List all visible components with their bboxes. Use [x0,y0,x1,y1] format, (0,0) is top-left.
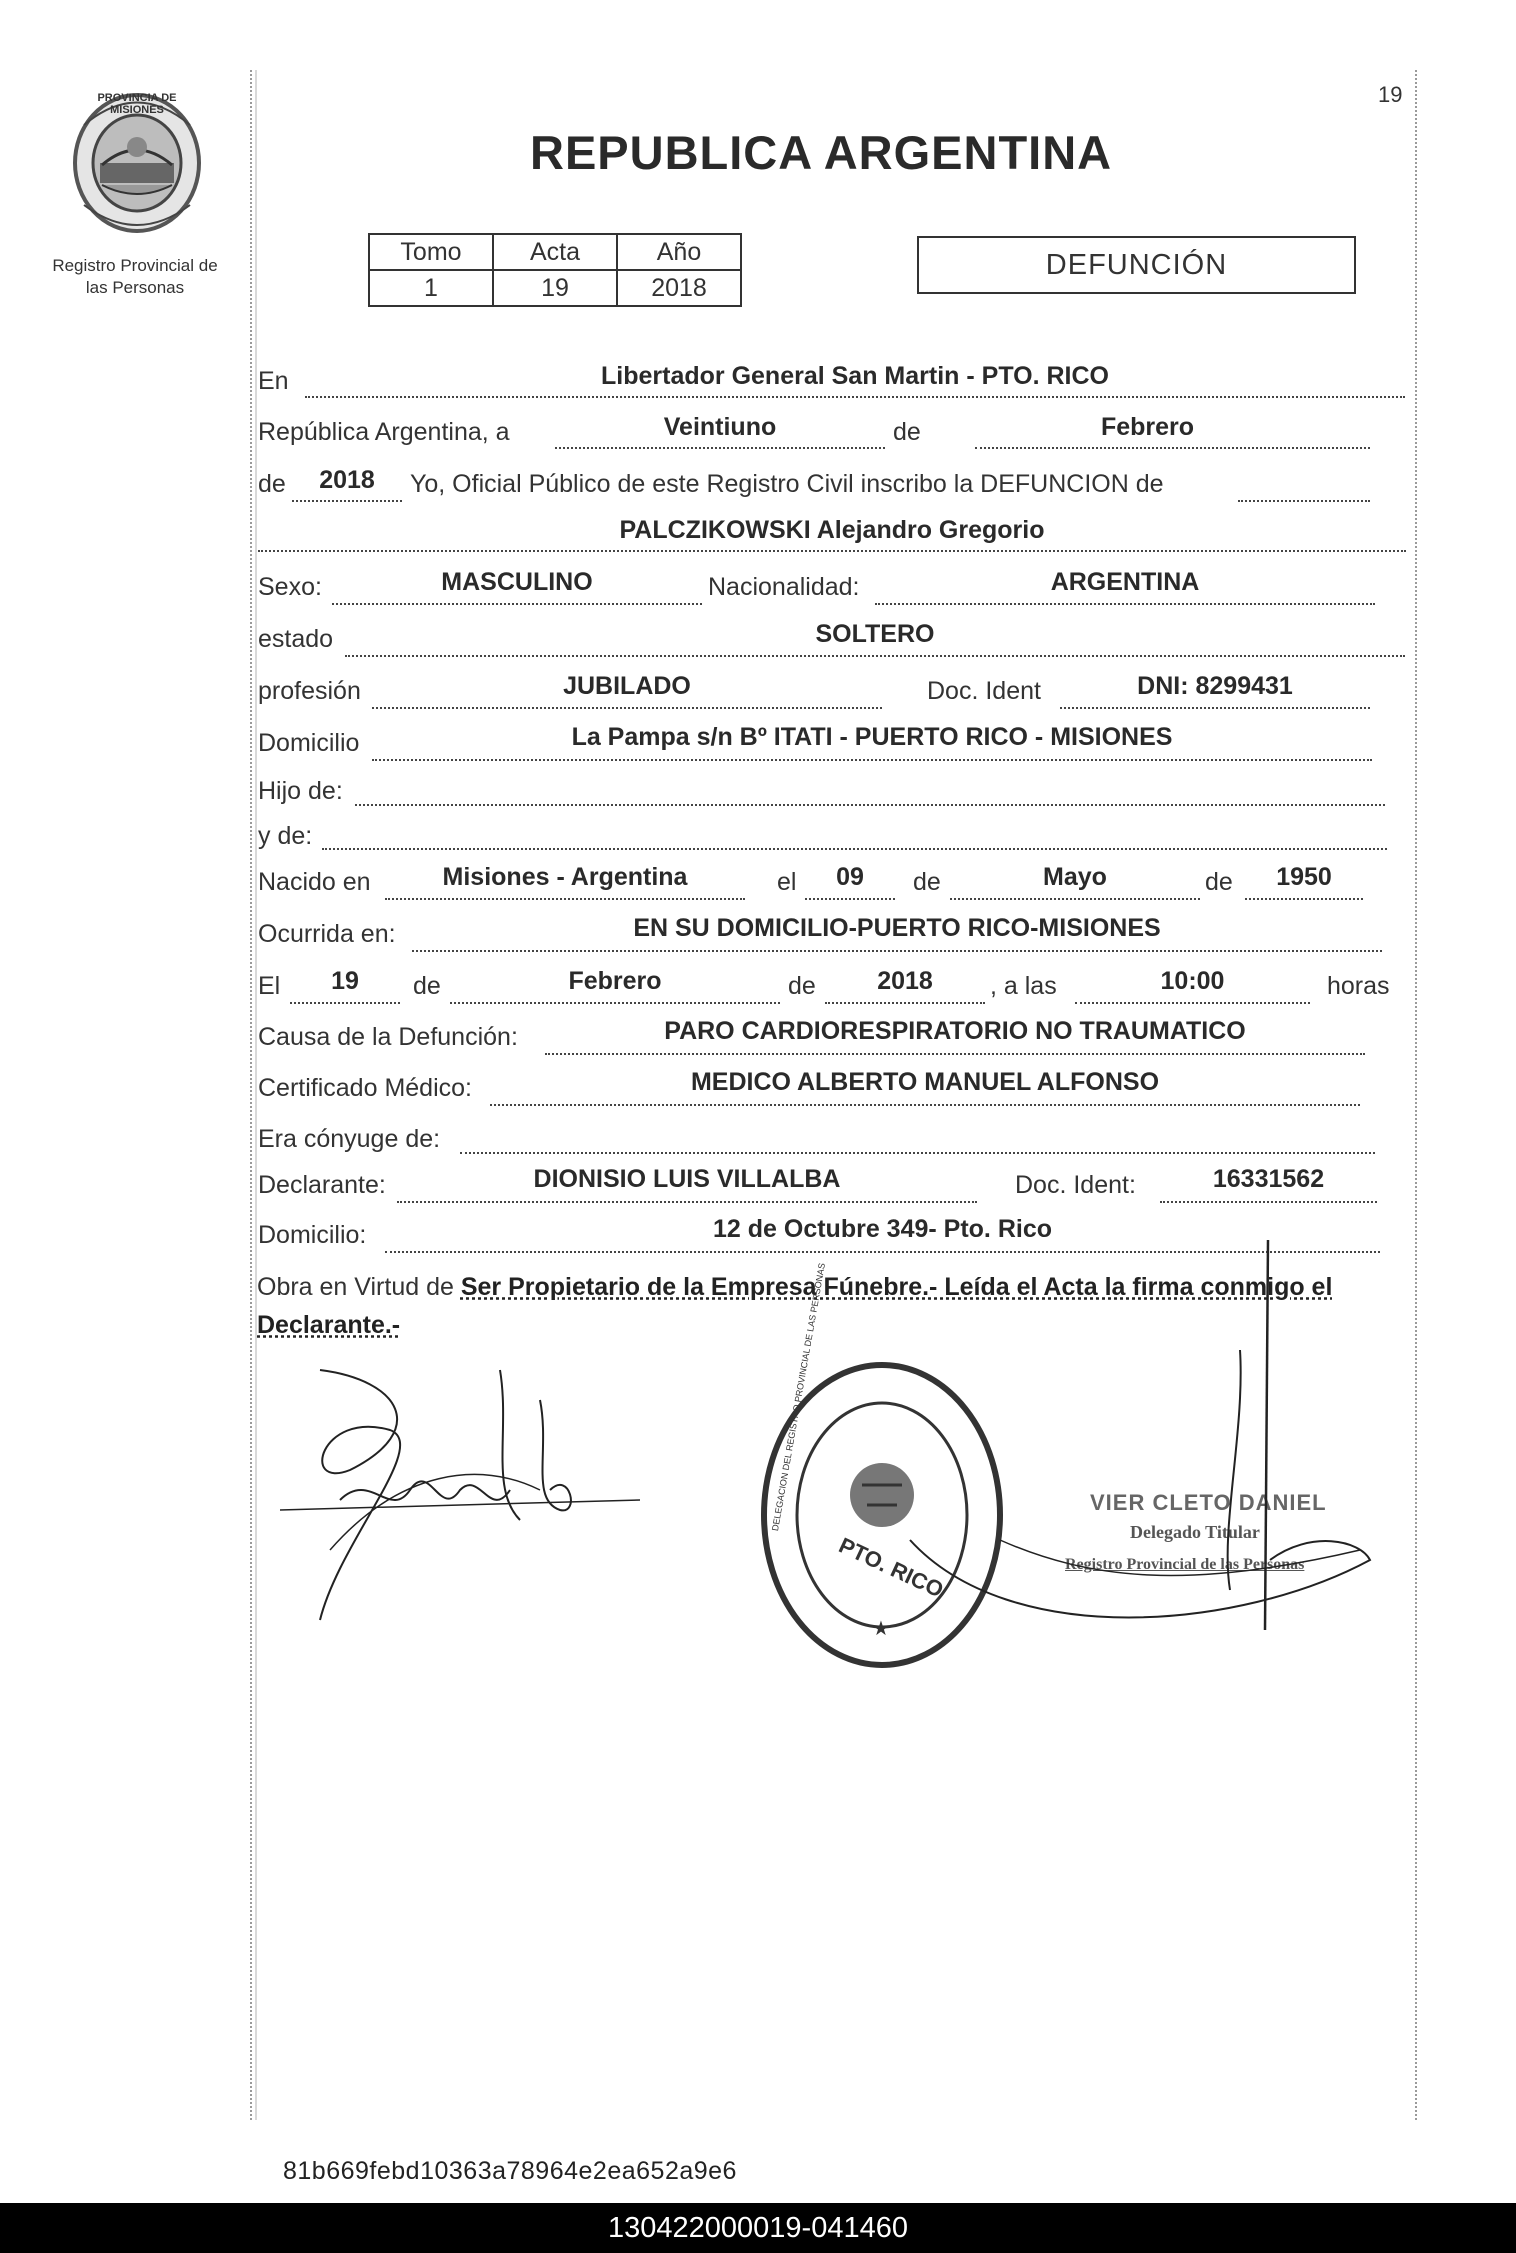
registry-line1: Registro Provincial de [52,256,218,275]
def-mes-value: Febrero [568,967,662,995]
docident2-label: Doc. Ident: [1015,1171,1136,1199]
estado-label: estado [258,625,334,653]
nombre-line [258,550,1406,552]
de-label: de [893,418,921,446]
document-hash: 81b669febd10363a78964e2ea652a9e6 [283,2157,737,2185]
nac-anio-line [1245,898,1363,900]
nombre-value: PALCZIKOWSKI Alejandro Gregorio [619,516,1045,544]
declarante-label: Declarante: [258,1171,386,1199]
yo-text: Yo, Oficial Público de este Registro Civil inscribo la DEFUNCION de [410,470,1164,498]
registry-line2: las Personas [85,278,185,297]
republica-label: República Argentina, a [258,418,510,446]
obra-value: Ser Propietario de la Empresa Fúnebre.- Leída el Acta la firma conmigo el Declarante.- [257,1273,1333,1339]
domicilio-label: Domicilio [258,729,360,757]
nac-anio-value: 1950 [1276,863,1332,891]
yo-trailing-line [1238,500,1370,502]
stamp-place-text: PTO. RICO [835,1532,948,1603]
document-type-box: DEFUNCIÓN [917,236,1356,294]
en-value: Libertador General San Martin - PTO. RICO [601,362,1109,390]
svg-text:★: ★ [872,1618,890,1640]
sexo-line [332,603,702,605]
docident-label: Doc. Ident [927,677,1041,705]
docident2-line [1160,1201,1377,1203]
certificado-label: Certificado Médico: [258,1074,472,1102]
declarante-value: DIONISIO LUIS VILLALBA [533,1165,841,1193]
profesion-line [372,707,882,709]
domicilio2-value: 12 de Octubre 349- Pto. Rico [713,1215,1052,1243]
def-mes-line [450,1002,780,1004]
yde-line [322,848,1387,850]
ocurrida-label: Ocurrida en: [258,920,396,948]
estado-line [345,655,1405,657]
value-tomo: 1 [369,270,493,306]
obra-label: Obra en Virtud de [257,1273,454,1301]
causa-line [545,1053,1365,1055]
def-anio-value: 2018 [877,967,933,995]
de6-label: de [788,972,816,1000]
def-hora-value: 10:00 [1160,967,1225,995]
value-acta: 19 [493,270,617,306]
ocurrida-value: EN SU DOMICILIO-PUERTO RICO-MISIONES [633,914,1161,942]
domicilio-value: La Pampa s/n Bº ITATI - PUERTO RICO - MISIONES [571,723,1173,751]
nac-mes-line [950,898,1200,900]
def-dia-value: 19 [331,967,359,995]
nacionalidad-line [875,603,1375,605]
de4-label: de [1205,868,1233,896]
def-dia-line [290,1002,400,1004]
mes-line [975,447,1370,449]
ocurrida-line [412,950,1382,952]
hijo-line [355,804,1385,806]
header-anio: Año [617,234,741,270]
conyuge-label: Era cónyuge de: [258,1125,441,1153]
en-line [305,396,1405,398]
causa-value: PARO CARDIORESPIRATORIO NO TRAUMATICO [664,1017,1246,1045]
official-name: VIER CLETO DANIEL [1090,1490,1327,1515]
right-margin-line [1415,70,1417,2120]
declarant-signature-icon [280,1350,660,1650]
profesion-value: JUBILADO [563,672,691,700]
el2-label: El [258,972,281,1000]
value-anio: 2018 [617,270,741,306]
left-margin-line [250,70,252,2120]
horas-label: horas [1327,972,1390,1000]
dia-line [555,447,885,449]
de3-label: de [913,868,941,896]
nacido-line [385,898,745,900]
domicilio2-label: Domicilio: [258,1221,367,1249]
page-title: REPUBLICA ARGENTINA [530,126,1113,179]
el-label: el [777,868,797,896]
sexo-label: Sexo: [258,573,322,601]
alas-label: , a las [990,972,1057,1000]
dia-value: Veintiuno [663,413,777,441]
header-acta: Acta [493,234,617,270]
mes-value: Febrero [1100,413,1195,441]
estado-value: SOLTERO [815,620,935,648]
domicilio-line [372,759,1372,761]
nac-dia-value: 09 [836,863,864,891]
sexo-value: MASCULINO [441,568,593,596]
hijo-label: Hijo de: [258,777,343,805]
docident2-value: 16331562 [1212,1165,1325,1193]
registry-label [30,255,240,299]
certificado-value: MEDICO ALBERTO MANUEL ALFONSO [690,1068,1160,1096]
def-hora-line [1075,1002,1310,1004]
nacionalidad-value: ARGENTINA [1050,568,1200,596]
def-anio-line [825,1002,985,1004]
yde-label: y de: [258,822,313,850]
docident-value: DNI: 8299431 [1137,672,1293,700]
certificado-line [490,1104,1360,1106]
left-margin-line-inner [255,70,257,2120]
de2-label: de [258,470,286,498]
nac-dia-line [805,898,895,900]
official-office: Registro Provincial de las Personas [1065,1556,1305,1573]
stamp-ring-text: DELEGACION DEL REGISTRO PROVINCIAL DE LAS PERSONAS [770,1262,828,1532]
nacido-label: Nacido en [258,868,371,896]
anio-value: 2018 [319,466,375,494]
anio-line [292,500,402,502]
declarante-line [397,1201,977,1203]
barcode-text: 130422000019-041460 [608,2212,908,2244]
nacido-value: Misiones - Argentina [442,863,688,891]
causa-label: Causa de la Defunción: [258,1023,518,1051]
page-number: 19 [1378,82,1403,107]
header-tomo: Tomo [369,234,493,270]
official-role: Delegado Titular [1130,1522,1260,1542]
nac-mes-value: Mayo [1043,863,1107,891]
official-signature-icon [890,1230,1390,1650]
emblem-text: PROVINCIA DE MISIONES [97,92,177,116]
conyuge-line [460,1152,1375,1154]
profesion-label: profesión [258,677,361,705]
en-label: En [258,367,289,395]
de5-label: de [413,972,441,1000]
docident-line [1060,707,1370,709]
record-table [368,233,742,307]
nacionalidad-label: Nacionalidad: [708,573,860,601]
